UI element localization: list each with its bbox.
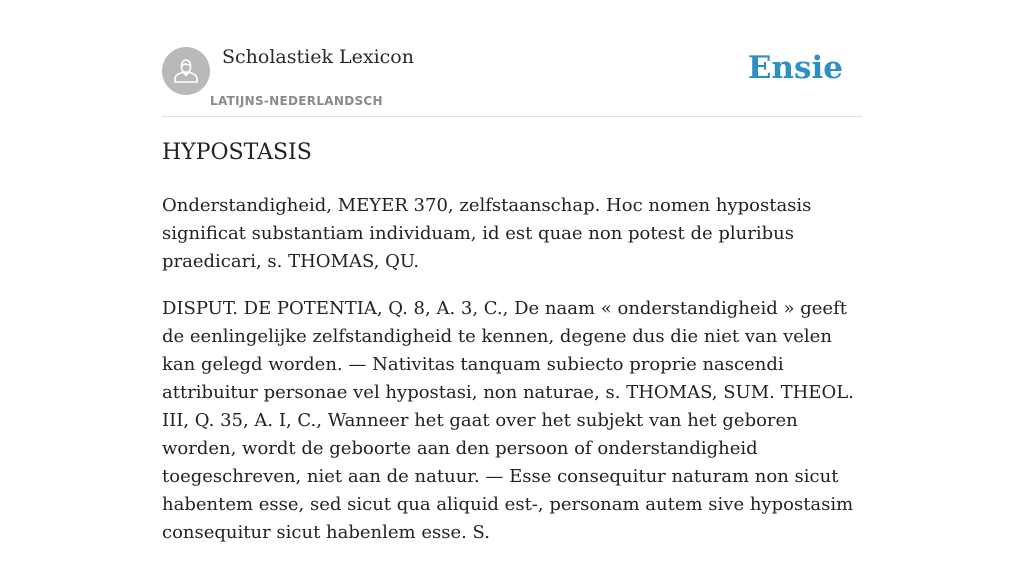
dictionary-header [162, 46, 862, 117]
dictionary-subtitle: LATIJNS-NEDERLANDSCH [210, 94, 383, 108]
entry-title: HYPOSTASIS [162, 140, 312, 165]
entry-paragraph: DISPUT. DE POTENTIA, Q. 8, A. 3, C., De naam « onderstandigheid » geeft de eenlingelijke zelfstandigheid te kennen, degene dus die niet van velen kan gelegd worden. — Nativitas tanquam subiecto proprie nascendi attribuitur personae vel hypostasi, non naturae, s. THOMAS, SUM. THEOL. III, Q. 35, A. I, C., Wanneer het gaat over het subjekt van het geboren worden, wordt de geboorte aan den persoon of onderstandigheid toegeschreven, niet aan de natuur. — Esse consequitur naturam non sicut habentem esse, sed sicut qua aliquid est-, personam autem sive hypostasim consequitur sicut habenlem esse. S. [162, 298, 854, 543]
user-icon [162, 47, 210, 95]
avatar[interactable] [162, 47, 210, 95]
entry-body [162, 192, 862, 566]
dictionary-title[interactable]: Scholastiek Lexicon [222, 46, 414, 68]
brand-logo[interactable]: Ensie [747, 50, 843, 86]
entry-paragraph: Onderstandigheid, MEYER 370, zelfstaanschap. Hoc nomen hypostasis significat substantiam individuam, id est quae non potest de pluribus praedicari, s. THOMAS, QU. [162, 195, 812, 272]
